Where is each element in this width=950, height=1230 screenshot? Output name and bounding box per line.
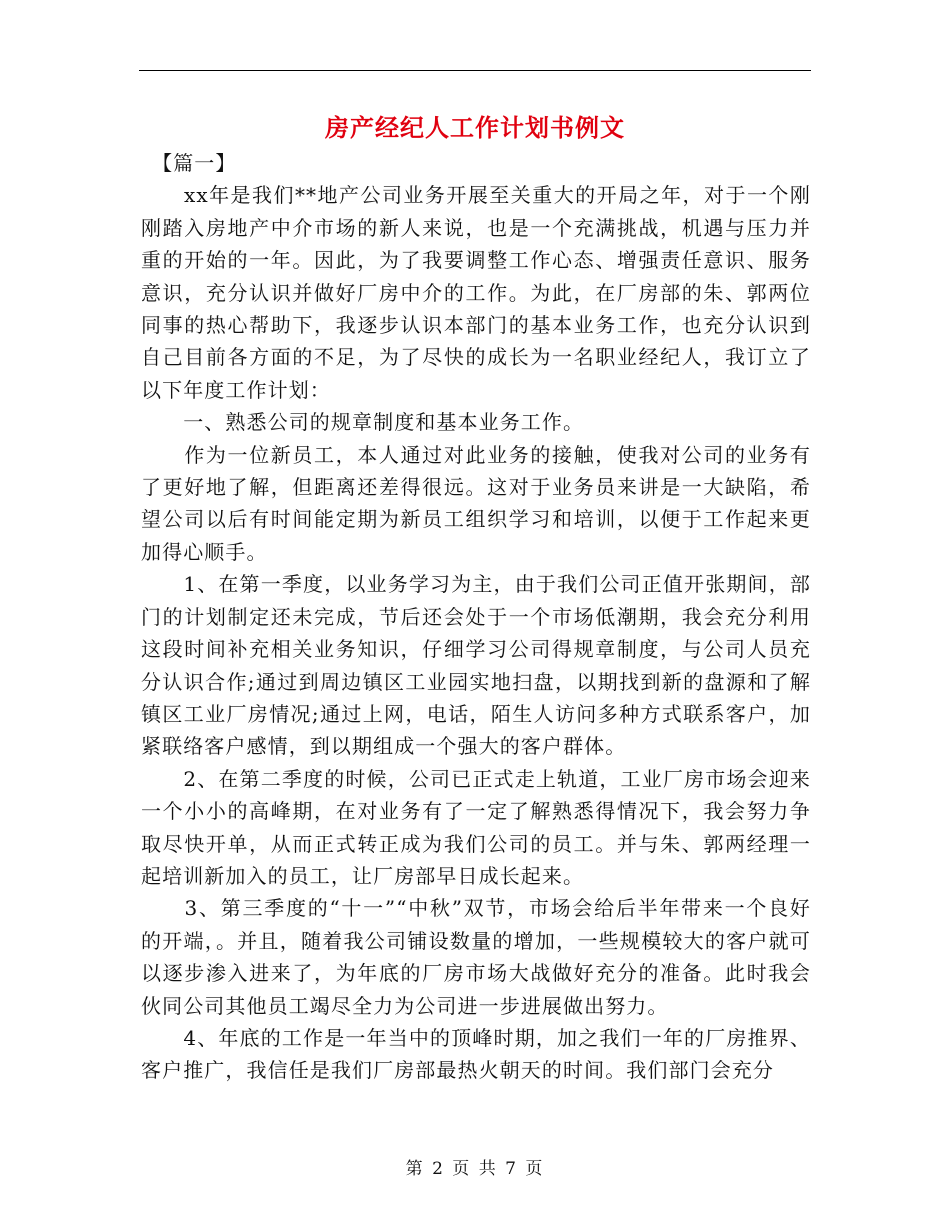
q3-paragraph: 3、第三季度的“十一”“中秋”双节，市场会给后半年带来一个良好的开端，。并且，随着我公司铺设数量的增加，一些规模较大的客户就可以逐步渗入进来了，为年底的厂房市场大战做好充分的准备。此时我会伙同公司其他员工竭尽全力为公司进一步进展做出努力。 <box>141 896 811 1018</box>
document-body <box>141 147 811 1087</box>
intro-paragraph: xx年是我们**地产公司业务开展至关重大的开局之年，对于一个刚刚踏入房地产中介市场的新人来说，也是一个充满挑战，机遇与压力并重的开始的一年。因此，为了我要调整工作心态、增强责任意识、服务意识，充分认识并做好厂房中介的工作。为此，在厂房部的朱、郭两位同事的热心帮助下，我逐步认识本部门的基本业务工作，也充分认识到自己目前各方面的不足，为了尽快的成长为一名职业经纪人，我订立了以下年度工作计划： <box>141 183 811 402</box>
header-rule <box>139 70 811 71</box>
q4-paragraph: 4、年底的工作是一年当中的顶峰时期，加之我们一年的厂房推界、客户推广，我信任是我们厂房部最热火朝天的时间。我们部门会充分 <box>141 1025 811 1083</box>
q2-paragraph: 2、在第二季度的时候，公司已正式走上轨道，工业厂房市场会迎来一个小小的高峰期，在对业务有了一定了解熟悉得情况下，我会努力争取尽快开单，从而正式转正成为我们公司的员工。并与朱、郭两经理一起培训新加入的员工，让厂房部早日成长起来。 <box>141 766 811 888</box>
page-number: 第 2 页 共 7 页 <box>405 1159 545 1179</box>
body-paragraph: 作为一位新员工，本人通过对此业务的接触，使我对公司的业务有了更好地了解，但距离还差得很远。这对于业务员来讲是一大缺陷，希望公司以后有时间能定期为新员工组织学习和培训，以便于工作起来更加得心顺手。 <box>141 442 811 564</box>
heading-paragraph: 一、熟悉公司的规章制度和基本业务工作。 <box>141 410 585 435</box>
section-label: 【篇一】 <box>141 151 237 175</box>
q1-paragraph: 1、在第一季度，以业务学习为主，由于我们公司正值开张期间，部门的计划制定还未完成，节后还会处于一个市场低潮期，我会充分利用这段时间补充相关业务知识，仔细学习公司得规章制度，与公司人员充分认识合作;通过到周边镇区工业园实地扫盘，以期找到新的盘源和了解镇区工业厂房情况;通过上网，电话，陌生人访问多种方式联系客户，加紧联络客户感情，到以期组成一个强大的客户群体。 <box>141 572 811 759</box>
document-title: 房产经纪人工作计划书例文 <box>325 114 625 142</box>
